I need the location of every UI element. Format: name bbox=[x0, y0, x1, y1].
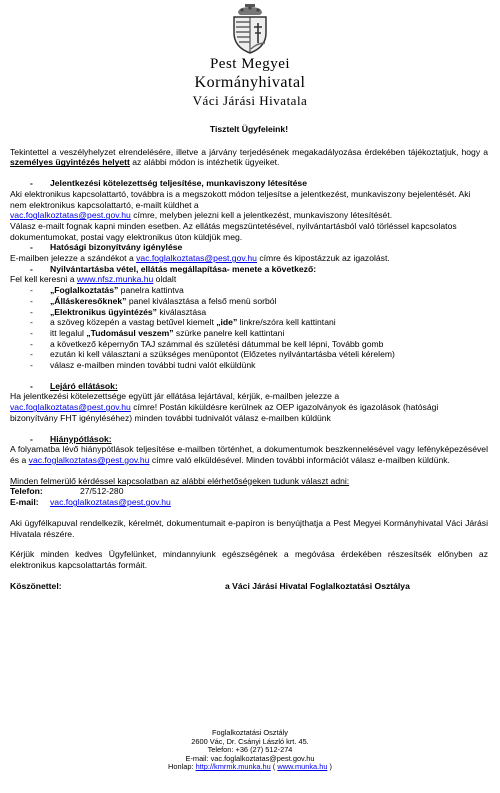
list-item: - a szöveg közepén a vastag betűvel kiemelt „ide” linkre/szóra kell kattintani bbox=[30, 317, 336, 328]
org-name-line2: Kormányhivatal bbox=[194, 74, 306, 91]
section-heading: - Lejáró ellátások: bbox=[30, 380, 118, 391]
section1-paragraph: Aki elektronikus kapcsolattartó, továbbra is a megszokott módon teljesítse a jelentkezést, munkaviszony bejelentését. Aki nem elektronikus kapcsolattartó, e-mailt küldhet a vac.foglalkoztatas@pest.gov.hu címre, melyben jelezni kell a jelentkezést, munkaviszony létesítését. bbox=[10, 188, 471, 221]
contact-phone-row: Telefon: 27/512-280 bbox=[10, 486, 124, 497]
contact-email-row: E-mail: vac.foglalkoztatas@pest.gov.hu bbox=[10, 497, 171, 508]
org-name-line3: Váci Járási Hivatala bbox=[192, 93, 308, 108]
list-item: - a következő képernyőn TAJ számmal és születési dátummal be kell lépni, Tovább gomb bbox=[30, 338, 384, 349]
closing: Köszönettel: a Váci Járási Hivatal Foglalkoztatási Osztálya bbox=[10, 580, 410, 591]
email-link[interactable]: vac.foglalkoztatas@pest.gov.hu bbox=[10, 210, 131, 221]
section3-find: Fel kell keresni a www.nfsz.munka.hu oldalt bbox=[10, 274, 177, 285]
section5-paragraph: A folyamatba lévő hiánypótlások teljesítése e-mailben történhet, a dokumentumok beszkennelésével vagy lefényképezésével és a vac.foglalkoztatas@pest.gov.hu címre való elküldésével. Minden további információt válasz e-mailben küldünk. bbox=[10, 444, 488, 465]
email-link[interactable]: vac.foglalkoztatas@pest.gov.hu bbox=[28, 454, 150, 465]
section-heading: - Jelentkezési kötelezettség teljesítése, munkaviszony létesítése bbox=[30, 178, 307, 189]
section-heading: - Hatósági bizonyítvány igénylése bbox=[30, 242, 183, 253]
request-paragraph: Kérjük minden kedves Ügyfelünket, mindannyiunk egészségének a megóvása érdekében részesítsék előnyben az elektronikus kapcsolattartás formáit. bbox=[10, 549, 488, 570]
letter-body bbox=[10, 124, 488, 591]
signature: a Váci Járási Hivatal Foglalkoztatási Osztálya bbox=[225, 580, 410, 591]
list-item: - válasz e-mailben minden további tudni valót elküldünk bbox=[30, 360, 256, 371]
list-item: - ezután ki kell választani a szükséges menüpontot (Előzetes nyilvántartásba vételi kérelem) bbox=[30, 349, 395, 360]
contact-phone: 27/512-280 bbox=[80, 486, 124, 497]
nfsz-link[interactable]: www.nfsz.munka.hu bbox=[76, 274, 154, 285]
section-heading: - Nyilvántartásba vétel, ellátás megállapítása- menete a következő: bbox=[30, 263, 317, 274]
client-gate-paragraph: Aki ügyfélkapuval rendelkezik, kérelmét, dokumentumait e-papíron is benyújthatja a Pest Megyei Kormányhivatal Váci Járási Hivatala részére. bbox=[10, 517, 488, 539]
munka-link[interactable]: www.munka.hu bbox=[277, 762, 328, 772]
section4-paragraph: Ha jelentkezési kötelezettsége együtt jár ellátása lejártával, kérjük, e-mailben jelezze a vac.foglalkoztatas@pest.gov.hu címre! Postán kiküldésre kerülnek az OEP igazolványok és igazolások (hatósági bizonyítvány FHT igényléséhez) minden további tudnivalót válasz e-mailben küldünk bbox=[10, 391, 439, 423]
intro-emphasis: személyes ügyintézés helyett bbox=[10, 157, 130, 168]
intro-paragraph: Tekintettel a veszélyhelyzet elrendelésére, illetve a járvány terjedésének megakadályozása érdekében tájékoztatjuk, hogy a személyes ügyintézés helyett az alábbi módon is intézhetik ügyeiket. bbox=[10, 146, 488, 168]
list-item: - itt legalul „Tudomásul veszem” szürke panelre kell kattintani bbox=[30, 327, 285, 338]
section1-paragraph2: Válasz e-mailt fognak kapni minden esetben. Az ellátás megszüntetésével, nyilvántartásból való törléssel kapcsolatos dokumentumokat, postai vagy elektronikus úton küldjük meg. bbox=[10, 220, 457, 242]
footer: Foglalkoztatási Osztály 2600 Vác, Dr. Csányi László krt. 45. Telefon: +36 (27) 512-274 E-mail: vac.foglalkoztatas@pest.gov.hu Honlap: http://kmrmk.munka.hu ( www.munka.hu ) bbox=[168, 728, 332, 772]
list-item: - „Foglalkoztatás” panelra kattintva bbox=[30, 285, 184, 296]
section2-paragraph: E-mailben jelezze a szándékot a vac.foglalkoztatas@pest.gov.hu címre és kipostázzuk az igazolást. bbox=[10, 253, 390, 264]
list-item: - „Álláskeresőknek” panel kiválasztása a felső menü sorból bbox=[30, 295, 277, 306]
org-name-line1: Pest Megyei bbox=[209, 56, 291, 72]
list-item: - „Elektronikus ügyintézés” kiválasztása bbox=[30, 306, 207, 317]
contact-intro: Minden felmerülő kérdéssel kapcsolatban az alábbi elérhetőségeken tudunk választ adni: bbox=[10, 475, 350, 486]
homepage-link[interactable]: http://kmrmk.munka.hu bbox=[195, 762, 271, 772]
section-heading: - Hiánypótlások: bbox=[30, 433, 112, 444]
coat-of-arms-icon bbox=[227, 3, 273, 55]
email-link[interactable]: vac.foglalkoztatas@pest.gov.hu bbox=[10, 402, 131, 413]
email-link[interactable]: vac.foglalkoztatas@pest.gov.hu bbox=[136, 253, 257, 264]
greeting: Tisztelt Ügyfeleink! bbox=[209, 124, 289, 134]
email-link[interactable]: vac.foglalkoztatas@pest.gov.hu bbox=[50, 497, 171, 508]
